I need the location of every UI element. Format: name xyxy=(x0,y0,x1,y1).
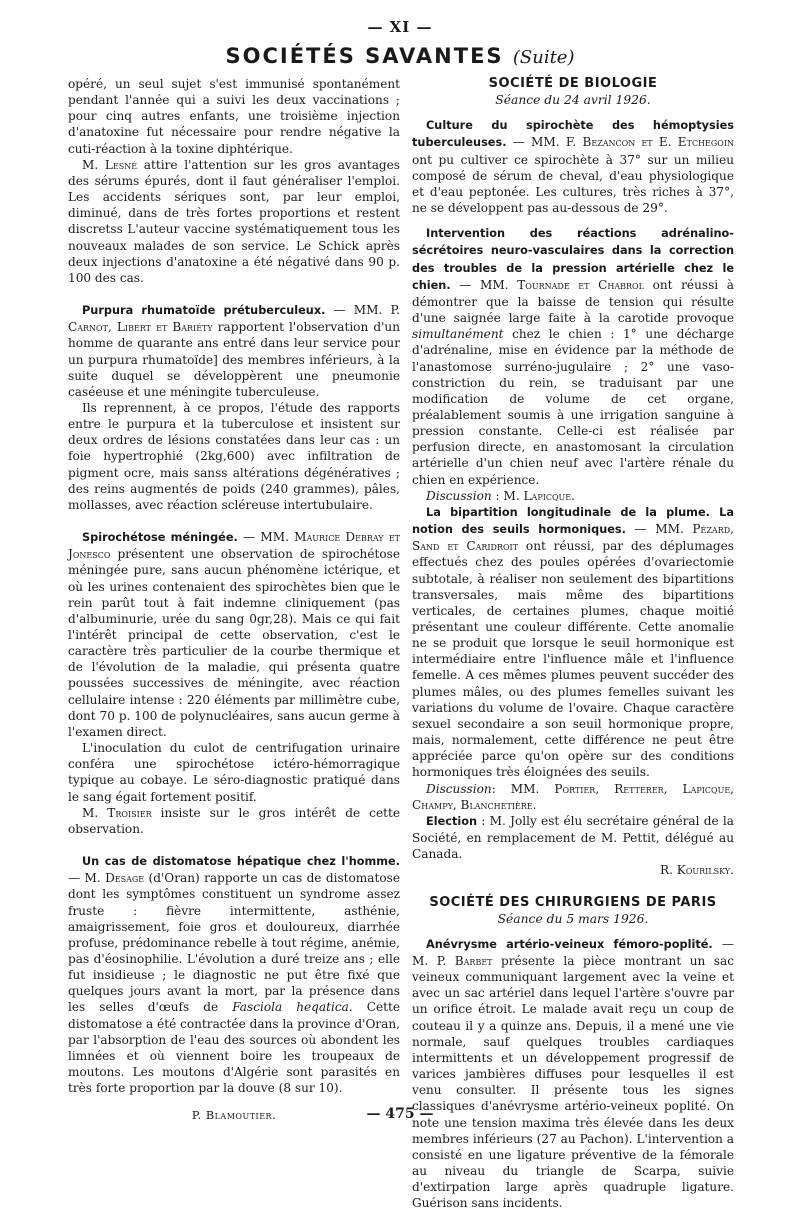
section-signature: P. Blamoutier. xyxy=(191,1109,277,1123)
article-title: Un cas de distomatose hépatique chez l'homme. xyxy=(82,855,400,869)
article-authors: — MM. Tournade et Chabrol xyxy=(450,277,644,292)
article-title: Culture du spirochète des hémoptysies tuberculeuses. xyxy=(412,119,734,150)
article-authors: — M. P. Barbet xyxy=(412,936,734,968)
right-column xyxy=(412,76,734,1211)
roman-page-number: — XI — xyxy=(367,18,433,36)
session-date: Séance du 5 mars 1926. xyxy=(497,911,649,926)
section-signature: R. Kourilsky. xyxy=(660,863,734,878)
article-title: Intervention des réactions adrénalino-sécrétoires neuro-vasculaires dans la correction des troubles de la pression artérielle chez le chien. xyxy=(412,227,734,292)
session-date: Séance du 24 avril 1926. xyxy=(495,93,651,108)
author-name: M. Troisier xyxy=(82,805,152,820)
article-title: La bipartition longitudinale de la plume. La notion des seuils hormoniques. xyxy=(412,505,734,537)
discussion-line: Discussion : M. Lapicque. xyxy=(426,488,575,503)
article-title: Anévrysme artério-veineux fémoro-poplité. xyxy=(426,937,713,951)
intro-paragraph: opéré, un seul sujet s'est immunisé spontanément pendant l'année qui a suivi les deux vaccinations ; pour cinq autres enfants, une troisième injection d'anatoxine fut nécessaire pour rendre négative la cuti-réaction à la toxine diphtérique. xyxy=(68,77,400,156)
culture-article: Culture du spirochète des hémoptysies tuberculeuses. — MM. F. Bezancon et E. Etchegoin ont pu cultiver ce spirochète à 37° sur un milieu composé de sérum de cheval, d'eau physiologique et d'eau peptonée. Les cultures, très riches à 37°, ne se développent pas au-dessous de 29°. xyxy=(412,119,734,216)
troisier-paragraph: M. Troisier insiste sur le gros intérêt de cette observation. xyxy=(68,805,400,836)
discussion-line: Discussion: MM. Portier, Retterer, Lapicque, Champy, Blanchetière. xyxy=(412,781,734,812)
page-number: — 475 — xyxy=(366,1106,434,1122)
article-authors: — MM. P. Carnot, Libert et Bariéty xyxy=(68,303,400,335)
article-authors: — M. Desage xyxy=(68,871,145,886)
intervention-article: Intervention des réactions adrénalino-sécrétoires neuro-vasculaires dans la correction des troubles de la pression artérielle chez le chien. — MM. Tournade et Chabrol ont réussi à démontrer que la baisse de tension qui résulte d'une saignée large faite à la carotide provoque simultanément chez le chien : 1° une décharge d'adrénaline, mise en évidence par la méthode de l'anastomose surréno-jugulaire ; 2° une vaso-constriction du rein, se traduisant par une modification de volume de cet organe, préalablement soumis à une irrigation sanguine à pression constante. Celle-ci est réalisée par perfusion directe, en anastomosant la circulation artérielle d'un chien neuf avec l'artère rénale du chien en expérience. xyxy=(412,227,734,487)
society-heading: SOCIÉTÉ DE BIOLOGIE xyxy=(488,76,658,91)
article-authors: — MM. Pézard, Sand et Caridroit xyxy=(412,522,734,554)
lesne-paragraph: M. Lesné attire l'attention sur les gros avantages des sérums épurés, dont il faut généraliser l'emploi. Les accidents sériques sont, par leur emploi, diminué, dans de très fortes proportions et restent discretss L'auteur vaccine systématiquement tous les nouveaux malades de son service. Le Schick après deux injections d'anatoxine a été négativé dans 90 p. 100 des cas. xyxy=(68,157,401,285)
anevrysme-article: Anévrysme artério-veineux fémoro-poplité. — M. P. Barbet présente la pièce montrant un sac veineux communiquant largement avec la veine et avec un sac artériel dans lequel l'artère s'ouvre par un orifice étroit. Le malade avait reçu un coup de couteau il y a quinze ans. Depuis, il a mené une vie normale, sauf quelques troubles cardiaques intermittents et un développement progressif de varices jambières diffuses pour lesquelles il est venu consulter. Il présente tous les signes classiques d'anévrysme artério-veineux poplité. On note une tension maxima très élevée dans les deux membres inférieurs (27 au Pachon). L'intervention a consisté en une ligature préventive de la fémorale au niveau du triangle de Scarpa, suivie d'extirpation large après quadruple ligature. Guérison sans incidents. xyxy=(412,936,734,1211)
spirochetose-article: Spirochétose méningée. — MM. Maurice Debray et Jonesco présentent une observation de spirochétose méningée pure, sans aucun phénomène ictérique, et où les urines contenaient des spirochètes bien que le rein parût tout à fait indemne cliniquement (pas d'albuminurie, urée du sang 0gr,28). Mais ce qui fait l'intérêt principal de cette observation, c'est le caractère très particulier de la courbe thermique et de l'évolution de la maladie, qui présenta quatre poussées successives de méningite, avec réaction cellulaire intense : 220 éléments par millimètre cube, dont 70 p. 100 de polynucléaires, sans aucun germe à l'examen direct. xyxy=(68,530,400,739)
species-name: Fasciola heqatica xyxy=(232,1000,349,1015)
running-head xyxy=(0,44,800,68)
left-column xyxy=(68,76,400,1125)
article-title: Election xyxy=(426,814,478,828)
distomatose-article: Un cas de distomatose hépatique chez l'homme. — M. Desage (d'Oran) rapporte un cas de distomatose dont les symptômes constituent un syndrome assez fruste : fièvre intermittente, asthénie, amaigrissement, foie gros et douloureux, diarrhée profuse, prédominance rebelle à tout régime, anémie, pas d'éosinophilie. L'évolution a duré treize ans ; elle fut insidieuse ; le diagnostic ne put être fixé que quelques jours avant la mort, par la présence dans les selles d'œufs de Fasciola heqatica. Cette distomatose a été contractée dans la province d'Oran, par l'absorption de l'eau des sources où abondent les limnées et où viennent boire les troupeaux de moutons. Les moutons d'Algérie sont parasités en très forte proportion par la douve (8 sur 10). xyxy=(68,855,400,1096)
society-heading: SOCIÉTÉ DES CHIRURGIENS DE PARIS xyxy=(429,894,717,910)
article-authors: — MM. Maurice Debray et Jonesco xyxy=(68,530,400,562)
spirochetose-paragraph-2: L'inoculation du culot de centrifugation urinaire conféra une spirochétose ictéro-hémorragique typique au cobaye. Le séro-diagnostic pratiqué dans le sang égait fortement positif. xyxy=(68,741,400,804)
article-authors: — MM. F. Bezancon et E. Etchegoin xyxy=(506,135,734,150)
section-title: SOCIÉTÉS SAVANTES xyxy=(225,44,504,68)
election-notice: Election : M. Jolly est élu secrétaire général de la Société, en remplacement de M. Pettit, délégué au Canada. xyxy=(412,813,734,862)
section-title-suite: (Suite) xyxy=(512,47,575,68)
article-title: Spirochétose méningée. xyxy=(82,531,238,545)
article-title: Purpura rhumatoïde prétuberculeux. xyxy=(82,304,326,318)
purpura-article: Purpura rhumatoïde prétuberculeux. — MM. P. Carnot, Libert et Bariéty rapportent l'observation d'un homme de quarante ans entré dans leur service pour un purpura rhumatoïde] des membres inférieurs, à la suite duquel se développèrent une pneumonie caséeuse et une méningite tuberculeuse. xyxy=(68,303,400,399)
bipartition-article: La bipartition longitudinale de la plume. La notion des seuils hormoniques. — MM. Pézard, Sand et Caridroit ont réussi, par des déplumages effectués chez des poules opérées d'ovariectomie subtotale, à réaliser non seulement des bipartitions transversales, mais même des bipartitions verticales, de certaines plumes, chaque moitié présentant une couleur différente. Cette anomalie ne se produit que lorsque le seuil hormonique est intermédiaire entre l'influence mâle et l'influence femelle. A ces mêmes plumes peuvent succéder des plumes mâles, ou des plumes femelles suivant les variations du volume de l'ovaire. Chaque caractère sexuel secondaire a son seuil hormonique propre, mais, normalement, cette différence ne peut être appréciée parce qu'on opère sur des conditions hormoniques très éloignées des seuils. xyxy=(412,505,734,780)
author-name: M. Lesné xyxy=(82,157,138,172)
purpura-paragraph-2: Ils reprennent, à ce propos, l'étude des rapports entre le purpura et la tuberculose et insistent sur deux ordres de lésions constatées dans leur cas : un foie hypertrophié (2kg,600) avec infiltration de pigment ocre, mais sanss altérations dégénératives ; des reins augmentés de poids (240 grammes), pâles, mollasses, avec réaction scléreuse intertubulaire. xyxy=(68,400,400,512)
